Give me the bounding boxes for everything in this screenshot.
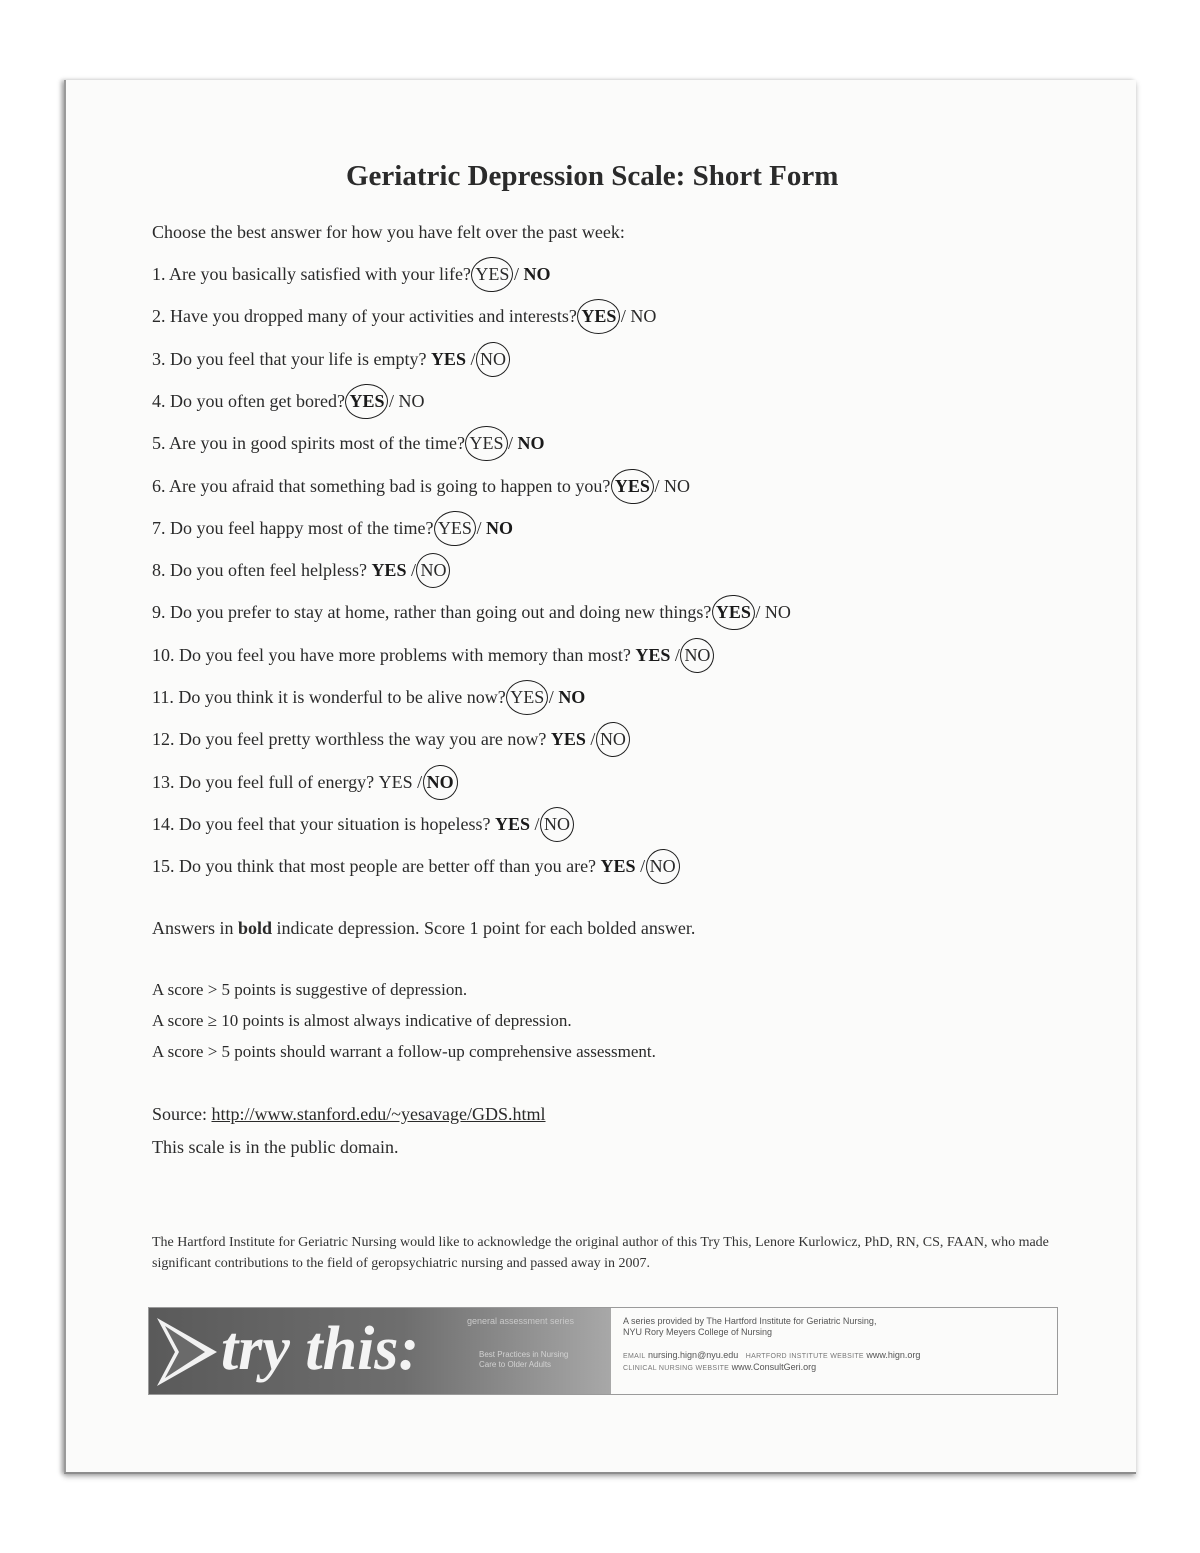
public-domain-note: This scale is in the public domain. [152, 1137, 399, 1157]
score-rule: A score > 5 points is suggestive of depression. [152, 980, 468, 999]
source-line [152, 1104, 546, 1125]
answer-no-label: NO [517, 433, 545, 454]
answer-no-label: NO [543, 813, 570, 834]
page-title: Geriatric Depression Scale: Short Form [346, 160, 839, 192]
question-item [152, 306, 656, 327]
answer-no-label: NO [764, 602, 791, 623]
answer-no-label: NO [684, 644, 711, 665]
hand-circle-mark [465, 426, 507, 461]
answer-yes[interactable] [551, 729, 586, 750]
instructions: Choose the best answer for how you have felt over the past week: [152, 222, 625, 242]
answer-separator: / [640, 856, 646, 877]
answer-separator: / [620, 306, 626, 327]
question-text: 7. Do you feel happy most of the time? [152, 517, 434, 538]
answer-no-label: NO [426, 771, 454, 792]
answer-yes[interactable] [495, 814, 530, 835]
series-subtitle [479, 1350, 568, 1370]
question-text: 6. Are you afraid that something bad is going to happen to you? [152, 475, 611, 496]
hand-circle-mark [711, 594, 756, 632]
hand-circle-mark [577, 299, 620, 334]
scoring-note-bold: bold [238, 918, 273, 938]
answer-separator: / [388, 390, 394, 411]
source-label: Source: [152, 1104, 212, 1124]
question-item [152, 814, 570, 835]
answer-yes-label: YES [494, 813, 530, 834]
answer-separator: / [470, 348, 476, 369]
arrow-icon [153, 1314, 223, 1390]
answer-no[interactable] [765, 602, 791, 623]
question-text: 9. Do you prefer to stay at home, rather than going out and doing new things? [152, 602, 712, 623]
hand-circle-mark [344, 382, 389, 420]
answer-yes[interactable] [379, 772, 413, 793]
answer-no[interactable] [398, 391, 424, 412]
hand-circle-mark [506, 680, 548, 715]
series-tag: general assessment series [467, 1316, 575, 1326]
answer-no-label: NO [558, 687, 586, 707]
answer-separator: / [410, 560, 416, 581]
answer-separator: / [590, 729, 596, 750]
answer-separator: / [513, 264, 519, 284]
question-text: 1. Are you basically satisfied with your life? [152, 264, 471, 284]
answer-no-label: NO [523, 264, 551, 284]
answer-yes-label: YES [550, 729, 586, 750]
hartford-link[interactable]: www.hign.org [866, 1350, 921, 1360]
acknowledgement: The Hartford Institute for Geriatric Nursing would like to acknowledge the original author of this Try This, Lenore Kurlowicz, PhD, RN, CS, FAAN, who made significant contributions to the field of geropsychiatric nursing and passed away in 2007. [152, 1235, 1049, 1271]
hand-circle-mark [595, 721, 631, 758]
answer-no-label: NO [485, 517, 513, 538]
hand-circle-mark [421, 763, 458, 800]
answer-yes[interactable] [371, 560, 406, 581]
scoring-note [152, 918, 695, 939]
answer-yes[interactable] [716, 602, 751, 623]
question-text: 14. Do you feel that your situation is hopeless? [152, 813, 491, 834]
email-link[interactable]: nursing.hign@nyu.edu [648, 1350, 739, 1360]
question-item [152, 433, 545, 454]
score-rule: A score ≥ 10 points is almost always indicative of depression. [152, 1011, 572, 1030]
question-item [152, 560, 446, 581]
answer-no[interactable] [630, 306, 656, 327]
question-item [152, 476, 690, 497]
question-item [152, 391, 424, 412]
source-link[interactable]: http://www.stanford.edu/~yesavage/GDS.html [211, 1104, 546, 1124]
answer-separator: / [534, 813, 540, 834]
answer-no-label: NO [630, 306, 657, 327]
answer-separator: / [548, 687, 554, 707]
question-item [152, 772, 454, 793]
answer-yes-label: YES [349, 390, 385, 411]
answer-yes[interactable] [510, 687, 544, 708]
answer-no-label: NO [420, 560, 447, 581]
email-label: EMAIL [623, 1353, 646, 1360]
answer-no-label: NO [599, 729, 626, 750]
answer-separator: / [476, 517, 482, 538]
answer-yes[interactable] [635, 645, 670, 666]
try-this-banner [148, 1307, 1058, 1395]
answer-no-label: NO [479, 348, 506, 369]
answer-yes-label: YES [635, 644, 671, 665]
question-text: 4. Do you often get bored? [152, 390, 345, 411]
question-item [152, 729, 626, 750]
hand-circle-mark [475, 340, 511, 377]
banner-logo-panel [149, 1308, 611, 1394]
question-text: 10. Do you feel you have more problems with memory than most? [152, 644, 631, 665]
answer-separator: / [654, 475, 660, 496]
hand-circle-mark [433, 509, 477, 547]
series-subtitle-line: Care to Older Adults [479, 1360, 552, 1369]
answer-yes[interactable] [431, 349, 466, 370]
hand-circle-mark [416, 553, 450, 588]
brand-logo: try this: [221, 1315, 420, 1383]
answer-separator: / [674, 644, 680, 665]
question-text: 12. Do you feel pretty worthless the way you are now? [152, 729, 547, 750]
answer-no-label: NO [663, 475, 690, 496]
answer-no[interactable] [664, 476, 690, 497]
answer-no[interactable] [558, 687, 585, 708]
hand-circle-mark [610, 467, 655, 505]
series-subtitle-line: Best Practices in Nursing [479, 1350, 569, 1359]
answer-yes[interactable] [438, 518, 472, 539]
answer-separator: / [417, 771, 423, 792]
score-rule: A score > 5 points should warrant a follow-up comprehensive assessment. [152, 1042, 656, 1061]
question-item [152, 518, 513, 539]
answer-yes[interactable] [601, 856, 636, 877]
question-item [152, 645, 710, 666]
answer-no[interactable] [518, 433, 545, 454]
answer-separator: / [755, 602, 761, 623]
question-text: 13. Do you feel full of energy? [152, 771, 375, 792]
provider-line: A series provided by The Hartford Institute for Geriatric Nursing, [623, 1316, 877, 1326]
scoring-note-post: indicate depression. Score 1 point for each bolded answer. [272, 918, 696, 938]
clinical-line [623, 1362, 920, 1374]
answer-yes-label: YES [437, 517, 472, 538]
answer-yes-label: YES [715, 602, 751, 623]
question-item [152, 856, 676, 877]
answer-yes[interactable] [581, 306, 616, 327]
answer-no[interactable] [523, 264, 550, 285]
answer-yes-label: YES [475, 264, 510, 284]
question-item [152, 602, 791, 623]
question-text: 15. Do you think that most people are better off than you are? [152, 856, 597, 877]
clinical-link[interactable]: www.ConsultGeri.org [731, 1362, 817, 1372]
answer-separator: / [508, 433, 514, 454]
answer-no[interactable] [650, 856, 676, 877]
scoring-note-pre: Answers in [152, 918, 238, 938]
answer-yes-label: YES [510, 687, 545, 707]
question-text: 5. Are you in good spirits most of the time? [152, 433, 465, 454]
question-text: 8. Do you often feel helpless? [152, 560, 367, 581]
answer-yes[interactable] [615, 476, 650, 497]
hartford-label: HARTFORD INSTITUTE WEBSITE [745, 1353, 864, 1360]
answer-no[interactable] [486, 518, 513, 539]
answer-yes[interactable] [475, 264, 509, 285]
question-text: 3. Do you feel that your life is empty? [152, 348, 427, 369]
answer-no[interactable] [427, 772, 454, 793]
answer-no-label: NO [398, 390, 425, 411]
question-text: 2. Have you dropped many of your activities and interests? [152, 306, 577, 327]
answer-yes[interactable] [469, 433, 503, 454]
answer-no[interactable] [600, 729, 626, 750]
hand-circle-mark [470, 256, 514, 294]
answer-no[interactable] [544, 814, 570, 835]
hand-circle-mark [679, 637, 715, 674]
clinical-label: CLINICAL NURSING WEBSITE [623, 1365, 730, 1372]
answer-no[interactable] [684, 645, 710, 666]
answer-yes-label: YES [581, 306, 617, 327]
answer-yes[interactable] [349, 391, 384, 412]
hand-circle-mark [540, 807, 574, 842]
question-item [152, 687, 585, 708]
question-item [152, 264, 550, 285]
question-text: 11. Do you think it is wonderful to be alive now? [152, 687, 506, 707]
answer-yes-label: YES [600, 856, 636, 877]
answer-yes-label: YES [430, 348, 466, 369]
answer-no[interactable] [480, 349, 506, 370]
answer-no-label: NO [649, 856, 676, 877]
college-line: NYU Rory Meyers College of Nursing [623, 1327, 773, 1337]
question-item [152, 349, 506, 370]
answer-yes-label: YES [469, 433, 504, 454]
document-page [64, 80, 1136, 1474]
banner-info [623, 1316, 920, 1374]
hand-circle-mark [644, 848, 680, 885]
contact-line [623, 1350, 920, 1362]
answer-yes-label: YES [371, 560, 407, 581]
answer-no[interactable] [420, 560, 446, 581]
answer-yes-label: YES [614, 475, 650, 496]
answer-yes-label: YES [378, 771, 413, 792]
